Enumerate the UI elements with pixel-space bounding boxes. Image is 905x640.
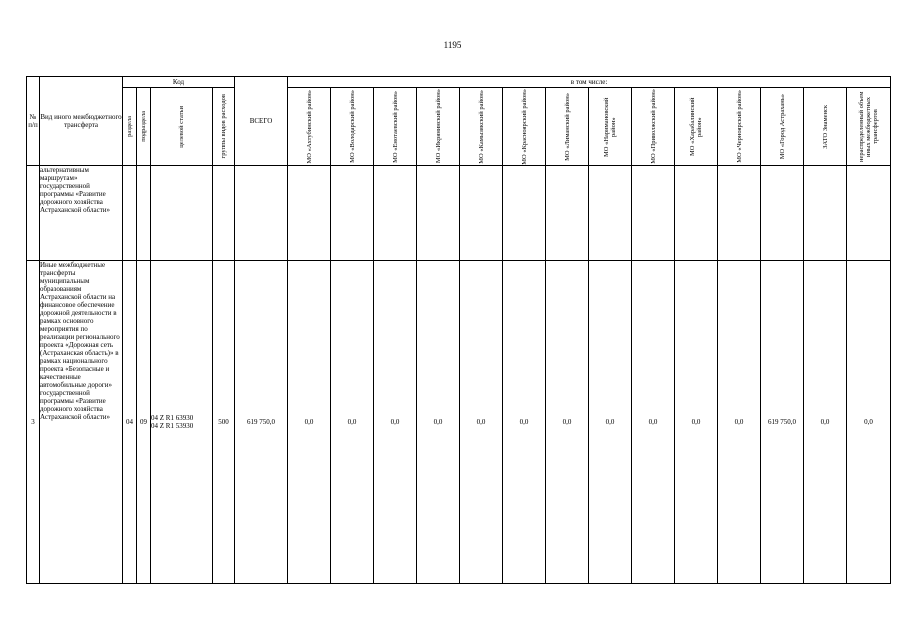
header-podrazdel: подраздела [137,88,151,166]
cell-value: 0,0 [675,261,718,584]
table-row [27,261,891,584]
cell-value [460,166,503,261]
cell-value [331,166,374,261]
cell-value [417,166,460,261]
cell-value [503,166,546,261]
cell-value: 619 750,0 [761,261,804,584]
cell-value [675,166,718,261]
cell-value: 0,0 [847,261,891,584]
table-row [27,166,891,261]
budget-table [26,76,891,584]
cell-value [632,166,675,261]
cell-total [235,166,288,261]
cell-razdel: 04 [123,261,137,584]
cell-total: 619 750,0 [235,261,288,584]
cell-num [27,166,40,261]
header-target-item: целевой статьи [151,88,213,166]
cell-expense-group: 500 [213,261,235,584]
header-total: ВСЕГО [235,77,288,166]
cell-value: 0,0 [546,261,589,584]
header-mo-narimanovsky: МО «Наримановский район» [589,88,632,166]
cell-value: 0,0 [632,261,675,584]
header-mo-ikryaninsky: МО «Икрянинский район» [417,88,460,166]
header-mo-kharabalinsky: МО «Харабалинский район» [675,88,718,166]
cell-target-item [151,166,213,261]
header-mo-krasnoyarsky: МО «Красноярский район» [503,88,546,166]
header-including: в том числе: [288,77,891,88]
cell-value: 0,0 [460,261,503,584]
cell-value: 0,0 [288,261,331,584]
cell-value [288,166,331,261]
header-kod: Код [123,77,235,88]
cell-value: 0,0 [417,261,460,584]
header-mo-kamyzyaksky: МО «Камызякский район» [460,88,503,166]
header-mo-chernoyarsky: МО «Черноярский район» [718,88,761,166]
cell-expense-group [213,166,235,261]
cell-value [589,166,632,261]
header-mo-enotaevsky: МО «Енотаевский район» [374,88,417,166]
header-num: № п/п [27,77,40,166]
cell-transfer-type: Иные межбюджетные трансферты муниципальным образованиям Астраханской области на финансовое обеспечение дорожной деятельности в рамках основного мероприятия по реализации регионального проекта «Дорожная сеть (Астраханская область)» в рамках национального проекта «Безопасные и качественные автомобильные дороги» государственной программы «Развитие дорожного хозяйства Астраханской области» [40,261,123,584]
cell-transfer-type: альтернативным маршрутам» государственной программы «Развитие дорожного хозяйства Астраханской области» [40,166,123,261]
header-expense-group: группы видов расходов [213,88,235,166]
cell-num: 3 [27,261,40,584]
cell-value: 0,0 [718,261,761,584]
header-zato-znamensk: ЗАТО Знаменск [804,88,847,166]
header-mo-akhtubinsky: МО «Ахтубинский район» [288,88,331,166]
header-mo-astrakhan: МО «Город Астрахань» [761,88,804,166]
cell-podrazdel [137,166,151,261]
cell-value [374,166,417,261]
header-mo-privolzhsky: МО «Приволжский район» [632,88,675,166]
page-number: 1195 [443,40,462,50]
cell-podrazdel: 09 [137,261,151,584]
header-unallocated: нераспределенный объем иных межбюджетных трансфертов [847,88,891,166]
header-mo-limansky: МО «Лиманский район» [546,88,589,166]
cell-razdel [123,166,137,261]
cell-value [718,166,761,261]
header-transfer-type: Вид иного межбюджетного трансферта [40,77,123,166]
cell-value: 0,0 [374,261,417,584]
cell-value [546,166,589,261]
cell-value [761,166,804,261]
header-razdel: раздела [123,88,137,166]
cell-value [804,166,847,261]
header-mo-volodarsky: МО «Володарский район» [331,88,374,166]
cell-value [847,166,891,261]
cell-value: 0,0 [503,261,546,584]
cell-target-item: 04 Z R1 63930 04 Z R1 53930 [151,261,213,584]
cell-value: 0,0 [804,261,847,584]
cell-value: 0,0 [589,261,632,584]
cell-value: 0,0 [331,261,374,584]
